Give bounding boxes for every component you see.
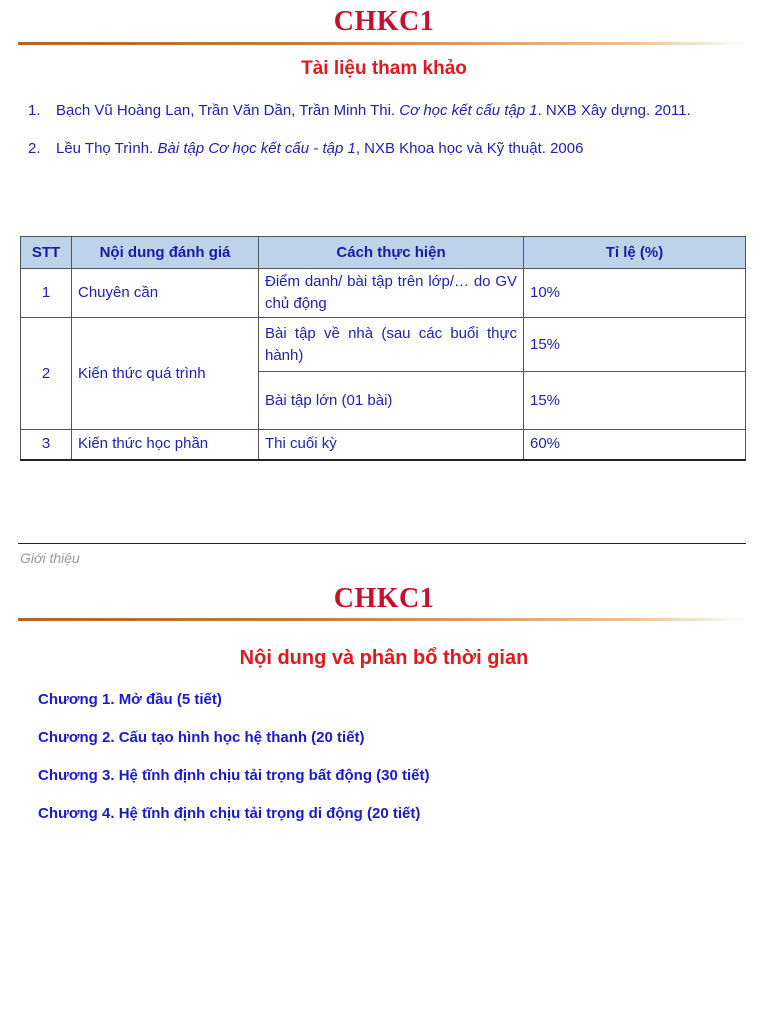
stt-cell: 3 [21, 430, 72, 460]
reference-publisher: , NXB Khoa học và Kỹ thuật. 2006 [355, 140, 584, 157]
column-header: Cách thực hiện [259, 237, 524, 269]
stt-cell: 1 [21, 269, 72, 318]
stt-cell: 2 [21, 318, 72, 430]
table-row [21, 269, 746, 318]
grading-table [20, 236, 746, 461]
method-cell: Bài tập về nhà (sau các buổi thực hành) [259, 318, 524, 372]
reference-item [28, 137, 730, 161]
column-header: Tỉ lệ (%) [524, 237, 746, 269]
column-header: STT [21, 237, 72, 269]
method-cell: Điểm danh/ bài tập trên lớp/… do GV chủ động [259, 269, 524, 318]
table-row [21, 318, 746, 372]
ratio-cell: 15% [524, 318, 746, 372]
chapter-item: Chương 3. Hệ tĩnh định chịu tải trọng bất động (30 tiết) [38, 767, 430, 784]
table-row [21, 430, 746, 460]
column-header: Nội dung đánh giá [72, 237, 259, 269]
course-logo: CHKC1 [333, 6, 435, 37]
reference-book-title: Bài tập Cơ học kết cấu - tập 1 [157, 140, 356, 157]
reference-number: 2. [28, 140, 41, 157]
ratio-cell: 15% [524, 372, 746, 430]
header-rule [18, 42, 746, 45]
method-cell: Thi cuối kỳ [259, 430, 524, 460]
reference-item [28, 99, 730, 123]
table-header-row [21, 237, 746, 269]
reference-authors: Bạch Vũ Hoàng Lan, Trần Văn Dần, Trần Minh Thi. [56, 102, 396, 119]
references-title: Tài liệu tham khảo [301, 58, 467, 79]
content-title: Nội dung và phân bổ thời gian [239, 647, 529, 669]
chapter-list [38, 689, 430, 841]
content-cell: Chuyên cần [72, 269, 259, 318]
chapter-item: Chương 1. Mở đầu (5 tiết) [38, 691, 222, 708]
reference-list [28, 99, 730, 175]
section-footer-label: Giới thiệu [20, 550, 80, 566]
slide-divider [18, 543, 746, 544]
header-rule [18, 618, 746, 621]
reference-book-title: Cơ học kết cấu tập 1 [399, 102, 538, 119]
chapter-item: Chương 4. Hệ tĩnh định chịu tải trọng di động (20 tiết) [38, 805, 421, 822]
content-cell: Kiến thức quá trình [72, 318, 259, 430]
reference-number: 1. [28, 102, 41, 119]
chapter-item: Chương 2. Cấu tạo hình học hệ thanh (20 tiết) [38, 729, 365, 746]
reference-authors: Lều Thọ Trình. [56, 140, 154, 157]
course-logo: CHKC1 [333, 583, 435, 614]
ratio-cell: 10% [524, 269, 746, 318]
ratio-cell: 60% [524, 430, 746, 460]
content-cell: Kiến thức học phần [72, 430, 259, 460]
reference-publisher: . NXB Xây dựng. 2011. [537, 102, 691, 119]
method-cell: Bài tập lớn (01 bài) [259, 372, 524, 430]
